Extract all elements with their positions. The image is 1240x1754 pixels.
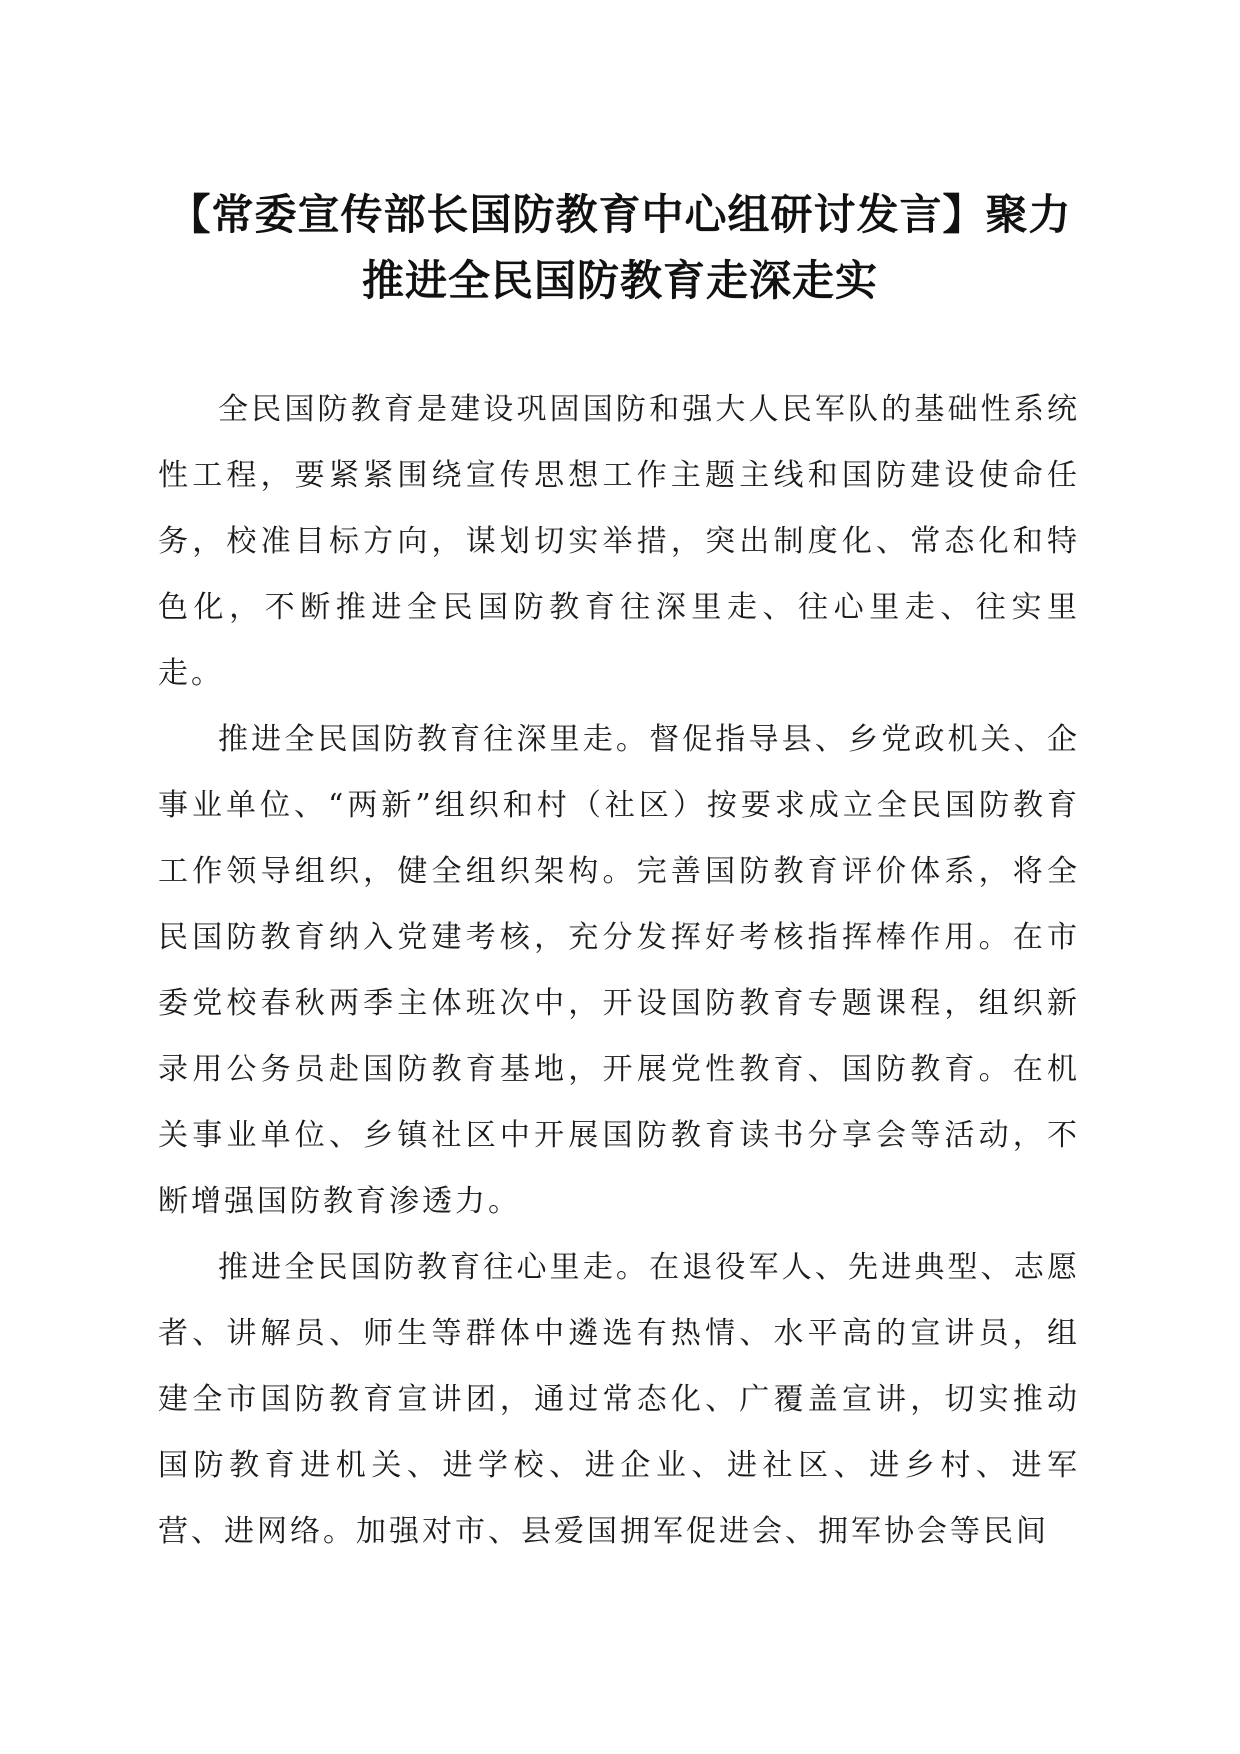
paragraph-deep: 推进全民国防教育往深里走。督促指导县、乡党政机关、企事业单位、“两新”组织和村（社区）按要求成立全民国防教育工作领导组织，健全组织架构。完善国防教育评价体系，将全民国防教育纳入党建考核，充分发挥好考核指挥棒作用。在市委党校春秋两季主体班次中，开设国防教育专题课程，组织新录用公务员赴国防教育基地，开展党性教育、国防教育。在机关事业单位、乡镇社区中开展国防教育读书分享会等活动，不断增强国防教育渗透力。 [158,722,1080,1219]
document-title: 【常委宣传部长国防教育中心组研讨发言】聚力推进全民国防教育走深走实 [168,190,1072,305]
document-body [158,377,1080,1565]
paragraph-intro: 全民国防教育是建设巩固国防和强大人民军队的基础性系统性工程，要紧紧围绕宣传思想工作主题主线和国防建设使命任务，校准目标方向，谋划切实举措，突出制度化、常态化和特色化，不断推进全民国防教育往深里走、往心里走、往实里走。 [158,392,1080,691]
paragraph-heart: 推进全民国防教育往心里走。在退役军人、先进典型、志愿者、讲解员、师生等群体中遴选有热情、水平高的宣讲员，组建全市国防教育宣讲团，通过常态化、广覆盖宣讲，切实推动国防教育进机关、进学校、进企业、进社区、进乡村、进军营、进网络。加强对市、县爱国拥军促进会、拥军协会等民间 [158,1250,1080,1549]
